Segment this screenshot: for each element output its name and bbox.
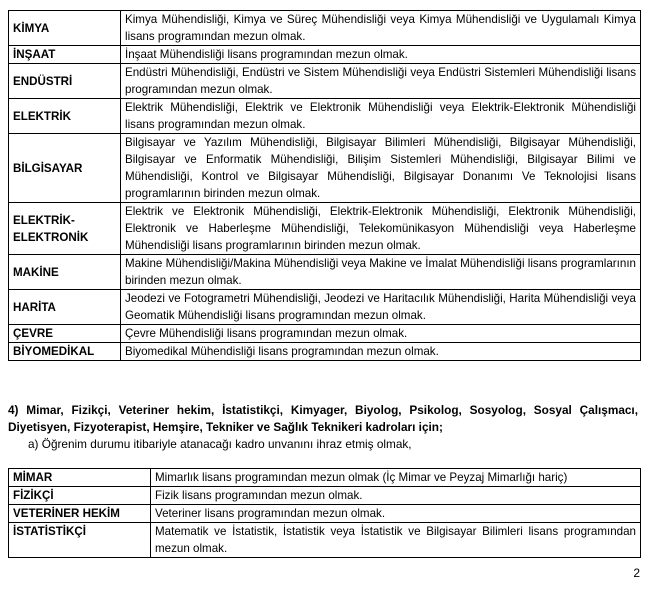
table-row — [9, 99, 641, 134]
row-description: Fizik lisans programından mezun olmak. — [151, 487, 641, 505]
table-row — [9, 523, 641, 558]
table-row — [9, 255, 641, 290]
row-description: Kimya Mühendisliği, Kimya ve Süreç Mühendisliği veya Kimya Mühendisliği ve Uygulamalı Kimya lisans programından mezun olmak. — [121, 11, 641, 46]
row-label: ENDÜSTRİ — [9, 64, 121, 99]
table-row — [9, 11, 641, 46]
row-label: FİZİKÇİ — [9, 487, 151, 505]
row-description: Endüstri Mühendisliği, Endüstri ve Sistem Mühendisliği veya Endüstri Sistemleri Mühendisliği lisans programından mezun olmak. — [121, 64, 641, 99]
page-number: 2 — [633, 566, 640, 580]
table-row — [9, 134, 641, 203]
table-row — [9, 64, 641, 99]
row-description: Biyomedikal Mühendisliği lisans programından mezun olmak. — [121, 343, 641, 361]
row-label: MAKİNE — [9, 255, 121, 290]
row-description: Çevre Mühendisliği lisans programından mezun olmak. — [121, 325, 641, 343]
table-row — [9, 469, 641, 487]
profession-requirements-table — [8, 468, 641, 558]
row-description: Elektrik ve Elektronik Mühendisliği, Elektrik-Elektronik Mühendisliği, Elektronik Mühendisliği, Elektronik ve Haberleşme Mühendisliği, Telekomünikasyon Mühendisliği veya Haberleşme Mühendisliği lisans programlarının birinden mezun olmak. — [121, 203, 641, 255]
row-label: ELEKTRİK-ELEKTRONİK — [9, 203, 121, 255]
row-label: VETERİNER HEKİM — [9, 505, 151, 523]
engineering-requirements-table — [8, 10, 641, 361]
table-row — [9, 46, 641, 64]
row-label: BİYOMEDİKAL — [9, 343, 121, 361]
row-label: BİLGİSAYAR — [9, 134, 121, 203]
row-label: HARİTA — [9, 290, 121, 325]
section-subitem: a) Öğrenim durumu itibariyle atanacağı kadro unvanını ihraz etmiş olmak, — [28, 437, 412, 451]
row-label: MİMAR — [9, 469, 151, 487]
row-description: Elektrik Mühendisliği, Elektrik ve Elektronik Mühendisliği veya Elektrik-Elektronik Mühendisliği lisans programından mezun olmak. — [121, 99, 641, 134]
table-row — [9, 325, 641, 343]
table-row — [9, 343, 641, 361]
table-row — [9, 487, 641, 505]
section-heading: 4) Mimar, Fizikçi, Veteriner hekim, İstatistikçi, Kimyager, Biyolog, Psikolog, Sosyolog, Sosyal Çalışmacı, Diyetisyen, Fizyoterapist, Hemşire, Tekniker ve Sağlık Teknikeri kadroları için; — [8, 403, 638, 434]
row-description: Veteriner lisans programından mezun olmak. — [151, 505, 641, 523]
row-label: ELEKTRİK — [9, 99, 121, 134]
table-row — [9, 290, 641, 325]
table-row — [9, 505, 641, 523]
table-row — [9, 203, 641, 255]
row-description: Matematik ve İstatistik, İstatistik veya İstatistik ve Bilgisayar Bilimleri lisans programından mezun olmak. — [151, 523, 641, 558]
row-label: KİMYA — [9, 11, 121, 46]
row-description: Makine Mühendisliği/Makina Mühendisliği veya Makine ve İmalat Mühendisliği lisans programlarının birinden mezun olmak. — [121, 255, 641, 290]
row-label: İSTATİSTİKÇİ — [9, 523, 151, 558]
row-description: Bilgisayar ve Yazılım Mühendisliği, Bilgisayar Bilimleri Mühendisliği, Bilgisayar Mühendisliği, Bilgisayar ve Enformatik Mühendisliği, Bilişim Sistemleri Mühendisliği, Bilgisayar Bilimi ve Mühendisliği, Kontrol ve Bilgisayar Mühendisliği, Bilgisayar Donanımı Ve Teknolojisi lisans programlarının birinden mezun olmak. — [121, 134, 641, 203]
row-label: İNŞAAT — [9, 46, 121, 64]
row-description: İnşaat Mühendisliği lisans programından mezun olmak. — [121, 46, 641, 64]
row-description: Jeodezi ve Fotogrametri Mühendisliği, Jeodezi ve Haritacılık Mühendisliği, Harita Mühendisliği veya Geomatik Mühendisliği lisans programından mezun olmak. — [121, 290, 641, 325]
row-label: ÇEVRE — [9, 325, 121, 343]
row-description: Mimarlık lisans programından mezun olmak (İç Mimar ve Peyzaj Mimarlığı hariç) — [151, 469, 641, 487]
